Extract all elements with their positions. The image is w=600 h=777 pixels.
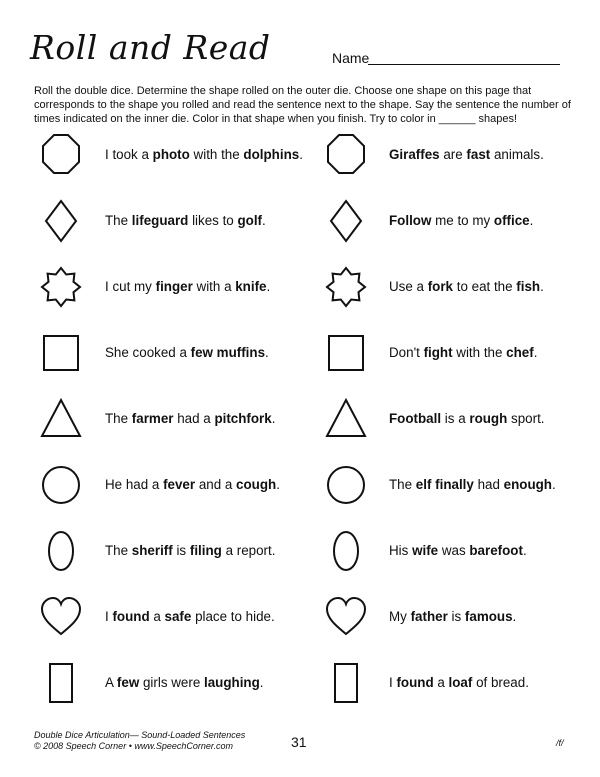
circle-icon[interactable] [323,462,369,508]
sentence-text: He had a [105,477,164,492]
sentence-text: The [105,543,132,558]
sentence-text: . [552,477,556,492]
sentence-text: I took a [105,147,153,162]
sentence-text: . [276,477,280,492]
target-word: loaf [448,675,473,690]
sentence-text: . [266,279,271,294]
sentence-left [105,476,280,494]
star-icon[interactable] [38,264,84,310]
square-icon[interactable] [323,330,369,376]
target-word: farmer [131,411,174,426]
target-word: found [112,609,150,624]
target-word: sheriff [131,543,173,558]
sentence-text: The [105,411,132,426]
sentence-text: is a [441,411,470,426]
target-word: father [410,609,448,624]
target-word: rough [469,411,508,426]
sentence-left [105,542,275,560]
sentence-text: A [105,675,117,690]
sentence-left [105,212,266,230]
oval-icon[interactable] [38,528,84,574]
sentence-text: The [105,213,132,228]
sentence-text: with the [189,147,244,162]
sentence-text: was [438,543,470,558]
sentence-text: and a [195,477,237,492]
sentence-text: My [389,609,411,624]
sentence-text: Use a [389,279,428,294]
target-word: finger [155,279,193,294]
sentence-right [389,674,529,692]
sentence-text: me to my [431,213,494,228]
target-word: fish [516,279,541,294]
target-word: enough [503,477,552,492]
sentence-left [105,410,275,428]
sentence-text: The [389,477,416,492]
diamond-icon[interactable] [38,198,84,244]
sentence-text: had a [173,411,215,426]
sentence-right [389,608,516,626]
target-word: fast [466,147,491,162]
sentence-text: I [389,675,397,690]
target-word: famous [464,609,513,624]
sentence-text: . [512,609,517,624]
sentence-right [389,278,544,296]
sentence-text: . [265,345,269,360]
heart-icon[interactable] [323,594,369,640]
heart-icon[interactable] [38,594,84,640]
diamond-icon[interactable] [323,198,369,244]
triangle-icon[interactable] [38,396,84,442]
sentence-text: His [389,543,413,558]
target-word: fork [427,279,454,294]
sentence-left [105,608,275,626]
target-word: pitchfork [214,411,272,426]
target-word: few [116,675,140,690]
footer-credits [34,730,245,752]
sentence-text: likes to [188,213,238,228]
sentence-text: . [522,543,527,558]
target-word: fever [163,477,196,492]
sentence-text: girls were [139,675,204,690]
sentence-text: a report. [221,543,276,558]
name-field[interactable] [368,64,560,65]
target-word: few muffins [190,345,266,360]
target-word: lifeguard [131,213,189,228]
target-word: dolphins [243,147,300,162]
sentence-text: is [447,609,465,624]
square-icon[interactable] [38,330,84,376]
sentence-text: . [259,675,264,690]
page-title: Roll and Read [30,28,271,67]
sentence-text: a [433,675,449,690]
target-word: chef [506,345,534,360]
target-word: Giraffes [389,147,440,162]
target-word: found [396,675,434,690]
target-word: elf finally [415,477,474,492]
sentence-right [389,146,544,164]
sentence-left [105,344,269,362]
name-label: Name [332,50,370,66]
sentence-text: . [540,279,544,294]
page-number: 31 [291,734,307,750]
sentence-text: had [473,477,504,492]
target-word: cough [236,477,277,492]
target-word: photo [152,147,190,162]
target-word: safe [164,609,192,624]
rectangle-icon[interactable] [38,660,84,706]
target-word: golf [237,213,263,228]
octagon-icon[interactable] [323,132,369,178]
sentence-left [105,674,264,692]
target-sound: /f/ [556,738,564,748]
sentence-text: animals. [490,147,544,162]
sentence-text: with the [452,345,507,360]
target-word: filing [189,543,222,558]
footer-book-title: Double Dice Articulation— Sound-Loaded Sentences [34,730,246,740]
sentence-right [389,410,545,428]
sentence-text: of bread. [472,675,529,690]
footer-copyright: © 2008 Speech Corner • www.SpeechCorner.com [34,741,234,751]
sentence-right [389,344,537,362]
sentence-text: with a [192,279,236,294]
sentence-text: . [271,411,276,426]
sentence-text: a [149,609,165,624]
target-word: fight [423,345,453,360]
target-word: laughing [204,675,260,690]
circle-icon[interactable] [38,462,84,508]
oval-icon[interactable] [323,528,369,574]
target-word: Football [389,411,442,426]
target-word: wife [412,543,439,558]
sentence-text: . [533,345,538,360]
sentence-right [389,212,533,230]
sentence-text: Don't [389,345,424,360]
sentence-left [105,146,303,164]
sentence-text: is [172,543,190,558]
target-word: barefoot [469,543,523,558]
sentence-left [105,278,270,296]
instructions: Roll the double dice. Determine the shape rolled on the outer die. Choose one shape on this page that corresponds to the shape you rolled and read the sentence next to the shape. Say the sentence the number of times indicated on the inner die. Color in that shape when you finish. Try to color in ______ shapes! [34,85,571,125]
sentence-text: place to hide. [191,609,275,624]
sentence-text: She cooked a [105,345,191,360]
target-word: knife [235,279,267,294]
sentence-text: are [439,147,467,162]
sentence-text: I cut my [105,279,156,294]
sentence-text: . [299,147,303,162]
sentence-text: . [262,213,266,228]
target-word: office [493,213,530,228]
star-icon[interactable] [323,264,369,310]
sentence-text: sport. [507,411,545,426]
sentence-text: . [529,213,534,228]
sentence-text: to eat the [453,279,517,294]
sentence-right [389,476,556,494]
rectangle-icon[interactable] [323,660,369,706]
sentence-text: I [105,609,113,624]
target-word: Follow [389,213,432,228]
octagon-icon[interactable] [38,132,84,178]
sentence-right [389,542,527,560]
triangle-icon[interactable] [323,396,369,442]
